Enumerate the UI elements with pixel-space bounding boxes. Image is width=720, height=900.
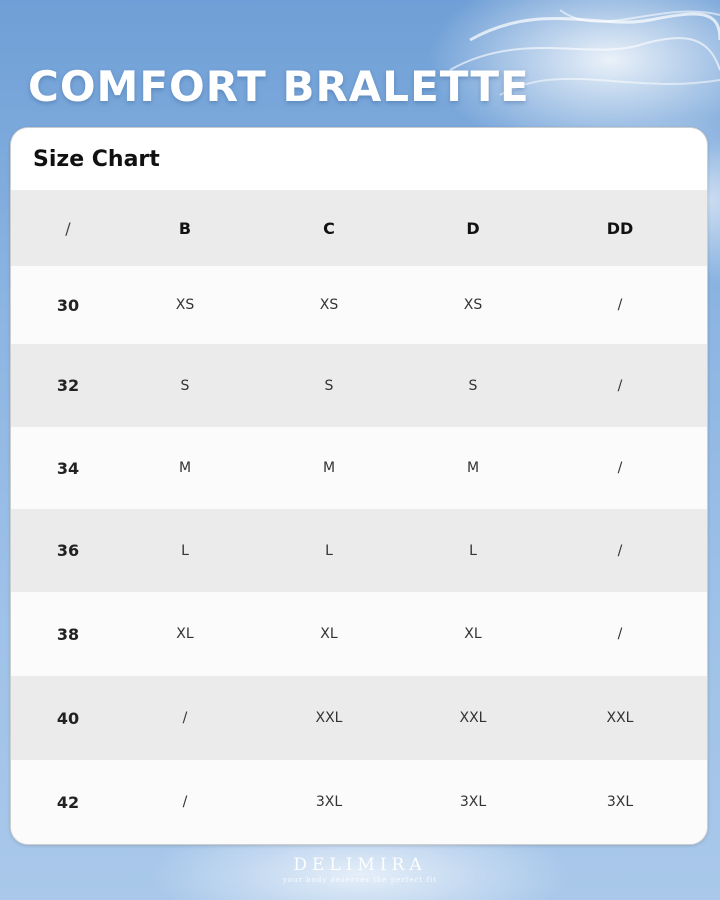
size-cell: XXL xyxy=(459,710,487,726)
size-cell: XXL xyxy=(606,710,634,726)
size-cell: / xyxy=(617,542,623,559)
size-cell: M xyxy=(178,460,192,476)
size-cell: XS xyxy=(175,297,195,313)
size-cell: L xyxy=(181,542,189,559)
size-cell: S xyxy=(468,377,478,394)
size-chart-table xyxy=(11,190,707,844)
table-row xyxy=(11,592,707,676)
band-cell: 42 xyxy=(56,792,80,812)
band-cell: 30 xyxy=(56,295,80,315)
size-cell: / xyxy=(617,626,623,642)
size-cell: XL xyxy=(464,626,482,642)
size-cell: 3XL xyxy=(315,794,343,810)
size-cell: S xyxy=(324,377,334,394)
band-cell: 32 xyxy=(56,376,80,395)
size-cell: M xyxy=(322,460,336,476)
size-cell: / xyxy=(617,460,623,476)
size-cell: XS xyxy=(319,297,339,313)
header-cup-dd: DD xyxy=(606,218,634,238)
size-cell: M xyxy=(466,460,480,476)
size-cell: XL xyxy=(176,626,194,642)
size-cell: / xyxy=(182,794,188,810)
size-cell: XXL xyxy=(315,710,343,726)
table-header-row xyxy=(11,190,707,266)
table-row xyxy=(11,266,707,344)
header-cup-c: C xyxy=(323,218,335,238)
page-title: COMFORT BRALETTE xyxy=(28,62,530,111)
size-cell: S xyxy=(180,377,190,394)
size-cell: / xyxy=(617,377,623,394)
band-cell: 40 xyxy=(56,708,80,728)
size-cell: L xyxy=(325,542,333,559)
band-cell: 38 xyxy=(56,624,80,644)
table-row xyxy=(11,427,707,509)
size-cell: XL xyxy=(320,626,338,642)
size-chart-card xyxy=(10,127,708,845)
table-row xyxy=(11,760,707,844)
size-cell: / xyxy=(617,297,623,313)
table-row xyxy=(11,676,707,760)
size-cell: XS xyxy=(463,297,483,313)
size-cell: / xyxy=(182,710,188,726)
brand-tagline: your body deserves the perfect fit xyxy=(282,876,438,884)
size-cell: L xyxy=(469,542,477,559)
size-chart-heading: Size Chart xyxy=(11,128,707,190)
table-row xyxy=(11,344,707,427)
header-cup-b: B xyxy=(178,218,192,238)
header-cup-d: D xyxy=(466,218,480,238)
brand-logo: DELIMIRA xyxy=(293,855,427,875)
size-cell: 3XL xyxy=(606,794,634,810)
band-cell: 36 xyxy=(56,541,80,560)
band-cell: 34 xyxy=(56,458,80,478)
table-row xyxy=(11,509,707,592)
size-cell: 3XL xyxy=(459,794,487,810)
header-corner-cell: / xyxy=(65,218,71,238)
